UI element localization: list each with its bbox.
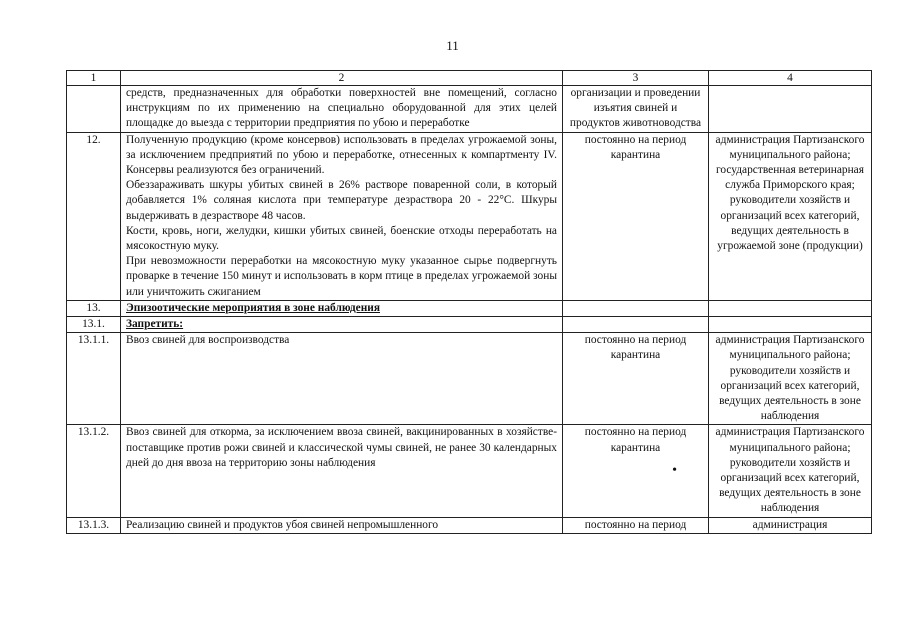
table-row (67, 300, 872, 316)
header-cell: 3 (563, 71, 709, 86)
empty-cell (709, 317, 872, 333)
responsible-text: администрация Партизанского муниципального района; руководители хозяйств и организаций всех категорий, ведущих деятельность в зоне наблюдения (709, 333, 872, 425)
row-number: 12. (67, 132, 121, 300)
row-number: 13.1. (67, 317, 121, 333)
empty-cell (563, 317, 709, 333)
row-number: 13.1.3. (67, 517, 121, 533)
page-number: 11 (446, 38, 459, 53)
term-text: организации и проведении изъятия свиней и продуктов животноводства (563, 86, 709, 133)
table-header-row (67, 71, 872, 86)
term-text: постоянно на период карантина (563, 333, 709, 425)
table-row (67, 86, 872, 133)
row-number: 13.1.1. (67, 333, 121, 425)
section-title: Запретить: (121, 317, 563, 333)
responsible-text: администрация (709, 517, 872, 533)
row-number-cell (67, 86, 121, 133)
row-number: 13.1.2. (67, 425, 121, 517)
section-title: Эпизоотические мероприятия в зоне наблюдения (121, 300, 563, 316)
measure-paragraph: Кости, кровь, ноги, желудки, кишки убитых свиней, боенские отходы переработать на мясокостную муку. (126, 224, 557, 253)
responsible-text: администрация Партизанского муниципального района; государственная ветеринарная служба Приморского края; руководители хозяйств и организаций всех категорий, ведущих деятельность в угрожаемой зоне (продукции) (709, 132, 872, 300)
row-number: 13. (67, 300, 121, 316)
empty-cell (709, 300, 872, 316)
table-row (67, 425, 872, 517)
measures-table (66, 70, 872, 534)
responsible-text (709, 86, 872, 133)
term-text: постоянно на период (563, 517, 709, 533)
empty-cell (563, 300, 709, 316)
header-cell: 2 (121, 71, 563, 86)
table-row (67, 333, 872, 425)
measure-text: Ввоз свиней для откорма, за исключением ввоза свиней, вакцинированных в хозяйстве-поставщике против рожи свиней и классической чумы свиней, не ранее 30 календарных дней до дня ввоза на территорию зоны наблюдения (121, 425, 563, 517)
measure-paragraph: Обеззараживать шкуры убитых свиней в 26% растворе поваренной соли, в который добавляется 1% соляная кислота при температуре дезраствора 20 - 22°С. Шкуры выдерживать в дезрастворе 48 часов. (126, 179, 557, 222)
table-row (67, 517, 872, 533)
table-row (67, 317, 872, 333)
responsible-text: администрация Партизанского муниципального района; руководители хозяйств и организаций всех категорий, ведущих деятельность в зоне наблюдения (709, 425, 872, 517)
measure-text: Реализацию свиней и продуктов убоя свиней непромышленного (121, 517, 563, 533)
stray-dot-mark: • (672, 462, 677, 478)
measure-paragraph: При невозможности переработки на мясокостную муку указанное сырье подвергнуть проварке в течение 150 минут и использовать в корм птице в пределах угрожаемой зоны или уничтожить сжиганием (126, 255, 557, 298)
measure-text: средств, предназначенных для обработки поверхностей вне помещений, согласно инструкциям по их применению на специально оборудованной для этих целей площадке до выезда с территории предприятия по убою и переработке (121, 86, 563, 133)
term-text: постоянно на период карантина (584, 426, 687, 454)
term-cell (563, 425, 709, 517)
measure-text: Ввоз свиней для воспроизводства (121, 333, 563, 425)
header-cell: 4 (709, 71, 872, 86)
term-text: постоянно на период карантина (563, 132, 709, 300)
measure-text (121, 132, 563, 300)
header-cell: 1 (67, 71, 121, 86)
measure-paragraph: Полученную продукцию (кроме консервов) использовать в пределах угрожаемой зоны, за исключением предприятий по убою и переработке, отнесенных к компартменту IV. Консервы реализуются без ограничений. (126, 133, 557, 177)
table-row (67, 132, 872, 300)
